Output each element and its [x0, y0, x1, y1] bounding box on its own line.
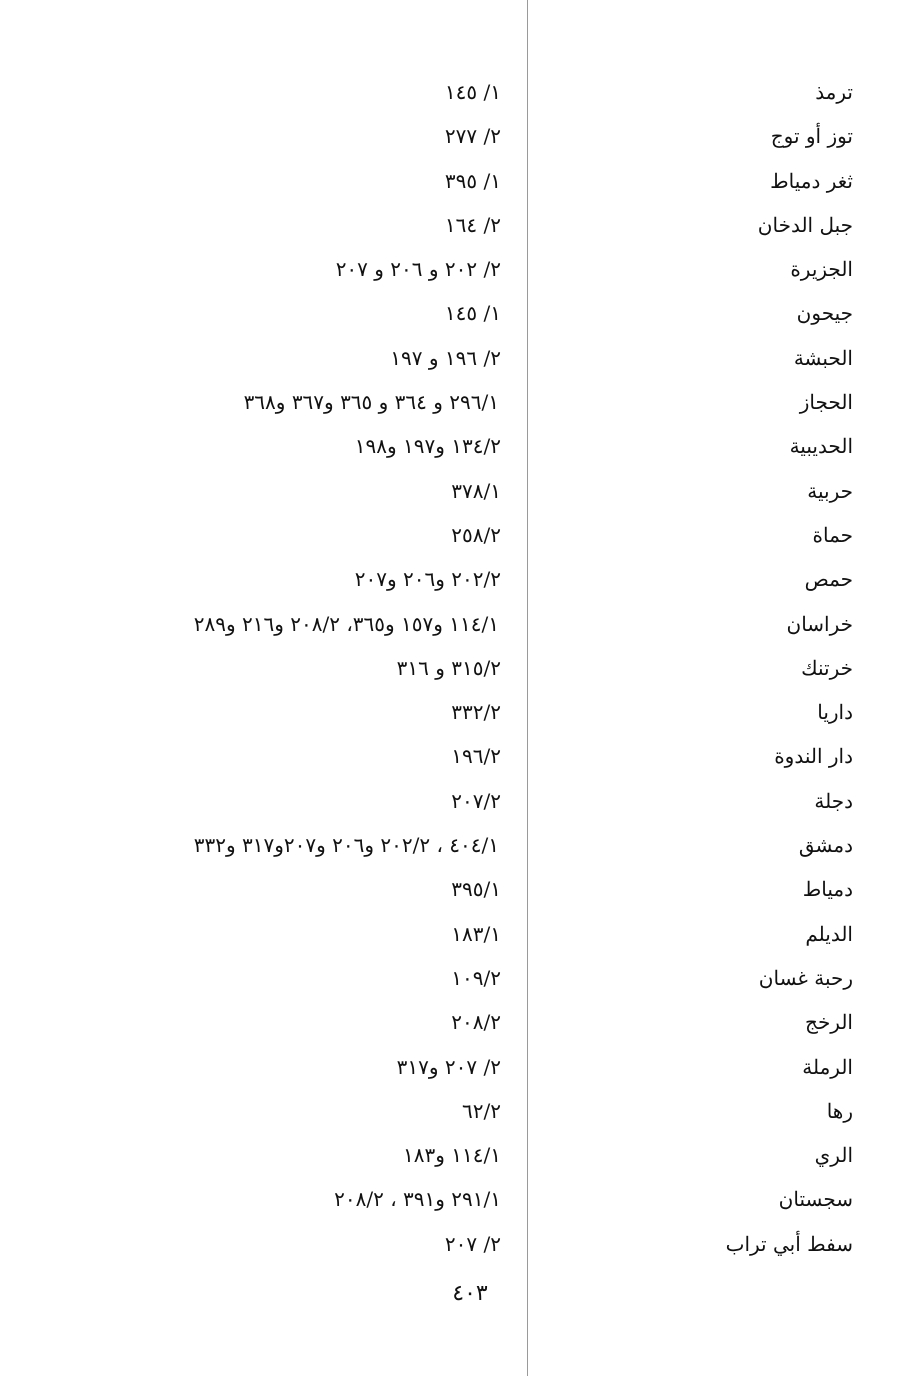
page-references: ٢/ ١٩٦ و ١٩٧: [390, 345, 501, 370]
page-references: ٢/ ٢٧٧: [444, 124, 501, 149]
place-name: حربية: [807, 478, 853, 503]
page-references: ١١٤/١ و١٥٧ و٣٦٥، ٢٠٨/٢ و٢١٦ و٢٨٩: [193, 611, 499, 636]
place-name: سجستان: [778, 1187, 853, 1212]
page-references: ١/ ١٤٥: [444, 80, 501, 104]
page-references: ٦٢/٢: [462, 1098, 501, 1123]
index-row: [0, 1000, 921, 1044]
place-name: ترمذ: [815, 80, 853, 104]
place-name: الحبشة: [793, 345, 853, 370]
index-row: [0, 247, 921, 291]
place-name: حماة: [812, 522, 853, 547]
place-name: جبل الدخان: [757, 212, 853, 237]
page-references: ٣١٥/٢ و ٣١٦: [396, 655, 501, 680]
page-references: ٢٥٨/٢: [451, 522, 501, 547]
place-name: الحجاز: [799, 390, 853, 415]
place-name: حمص: [804, 567, 853, 592]
index-row: [0, 424, 921, 468]
page-references: ٢/ ٢٠٧ و٣١٧: [396, 1054, 501, 1079]
place-index-list: [0, 70, 921, 1266]
place-name: دار الندوة: [774, 744, 853, 769]
place-name: جيحون: [796, 301, 853, 326]
page-references: ٣٩٥/١: [451, 877, 501, 902]
page-references: ١١٤/١ و١٨٣: [403, 1143, 501, 1168]
index-row: [0, 779, 921, 823]
place-name: توز أو توج: [770, 124, 853, 149]
place-name: ثغر دمياط: [770, 168, 853, 193]
place-name: الديلم: [805, 921, 853, 946]
page-number: ٤٠٣: [452, 1281, 488, 1306]
page-references: ٢٩٦/١ و ٣٦٤ و ٣٦٥ و٣٦٧ و٣٦٨: [243, 390, 499, 415]
index-row: [0, 203, 921, 247]
index-row: [0, 1089, 921, 1133]
index-row: [0, 336, 921, 380]
page-references: ٢٩١/١ و٣٩١ ، ٢٠٨/٢: [334, 1187, 501, 1212]
page-references: ٢٠٢/٢ و٢٠٦ و٢٠٧: [354, 567, 501, 592]
place-name: رها: [826, 1098, 853, 1123]
index-row: [0, 469, 921, 513]
page-references: ٤٠٤/١ ، ٢٠٢/٢ و٢٠٦ و٢٠٧و٣١٧ و٣٣٢: [193, 833, 499, 858]
index-row: [0, 823, 921, 867]
page-references: ١/ ٣٩٥: [444, 168, 501, 193]
page-references: ٢٠٧/٢: [451, 788, 501, 813]
place-name: الرخج: [805, 1010, 853, 1035]
index-row: [0, 956, 921, 1000]
place-name: الرملة: [802, 1054, 853, 1079]
place-name: دمياط: [802, 877, 853, 902]
page-references: ٢٠٨/٢: [451, 1010, 501, 1035]
index-row: [0, 646, 921, 690]
page-references: ٣٣٢/٢: [451, 700, 501, 725]
index-row: [0, 1045, 921, 1089]
index-row: [0, 291, 921, 335]
page-references: ٢/ ٢٠٢ و ٢٠٦ و ٢٠٧: [335, 257, 501, 282]
place-name: الجزيرة: [790, 257, 853, 282]
index-row: [0, 114, 921, 158]
place-name: خرتنك: [801, 655, 853, 680]
place-name: داريا: [817, 700, 853, 725]
index-row: [0, 690, 921, 734]
page-references: ١٠٩/٢: [451, 965, 501, 990]
index-row: [0, 159, 921, 203]
page-references: ٢/ ٢٠٧: [444, 1231, 501, 1256]
page-references: ٣٧٨/١: [451, 478, 501, 503]
place-name: دمشق: [798, 833, 853, 858]
page-references: ١/ ١٤٥: [444, 301, 501, 326]
place-name: الري: [814, 1143, 853, 1168]
place-name: دجلة: [814, 788, 853, 813]
index-row: [0, 70, 921, 114]
place-name: خراسان: [786, 611, 853, 636]
page-references: ١٨٣/١: [451, 921, 501, 946]
index-row: [0, 380, 921, 424]
index-row: [0, 602, 921, 646]
page-references: ١٩٦/٢: [451, 744, 501, 769]
index-row: [0, 1133, 921, 1177]
place-name: رحبة غسان: [758, 965, 853, 990]
page-references: ١٣٤/٢ و١٩٧ و١٩٨: [354, 434, 501, 459]
place-name: الحديبية: [789, 434, 853, 459]
index-row: [0, 734, 921, 778]
place-name: سفط أبي تراب: [725, 1231, 853, 1256]
index-row: [0, 513, 921, 557]
index-row: [0, 1177, 921, 1221]
index-row: [0, 912, 921, 956]
index-row: [0, 867, 921, 911]
index-row: [0, 1222, 921, 1266]
index-row: [0, 557, 921, 601]
page-references: ٢/ ١٦٤: [444, 212, 501, 237]
